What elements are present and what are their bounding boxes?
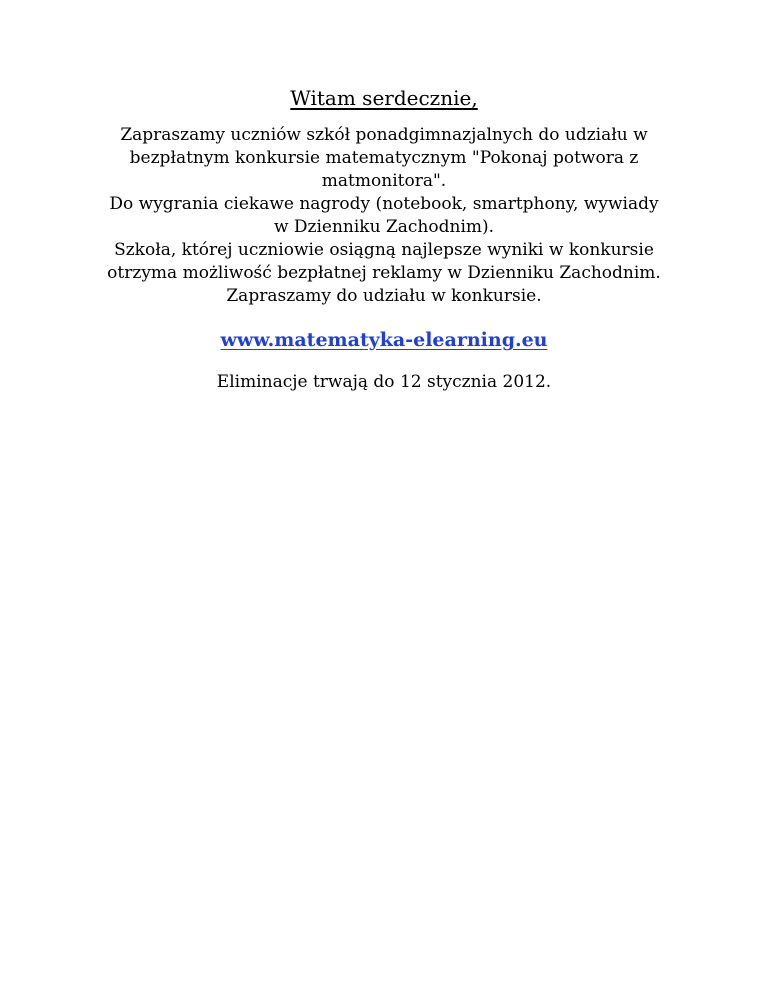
deadline-text: Eliminacje trwają do 12 stycznia 2012.: [216, 372, 552, 392]
paragraph-line: otrzyma możliwość bezpłatnej reklamy w Dzienniku Zachodnim.: [107, 263, 661, 283]
paragraph-line: Zapraszamy do udziału w konkursie.: [226, 286, 542, 306]
paragraph-line: w Dzienniku Zachodnim).: [273, 217, 495, 237]
paragraph-line: Szkoła, której uczniowie osiągną najlepsze wyniki w konkursie: [114, 240, 654, 260]
paragraph-line: bezpłatnym konkursie matematycznym "Pokonaj potwora z: [129, 148, 639, 168]
paragraph-line: Zapraszamy uczniów szkół ponadgimnazjalnych do udziału w: [120, 125, 648, 145]
paragraph-line: matmonitora".: [321, 171, 447, 191]
paragraph-line: Do wygrania ciekawe nagrody (notebook, smartphony, wywiady: [109, 194, 659, 214]
website-link-line: [0, 326, 768, 354]
invitation-paragraph: [84, 124, 684, 308]
website-link[interactable]: www.matematyka-elearning.eu: [220, 329, 548, 351]
greeting-heading: Witam serdecznie,: [290, 86, 478, 110]
